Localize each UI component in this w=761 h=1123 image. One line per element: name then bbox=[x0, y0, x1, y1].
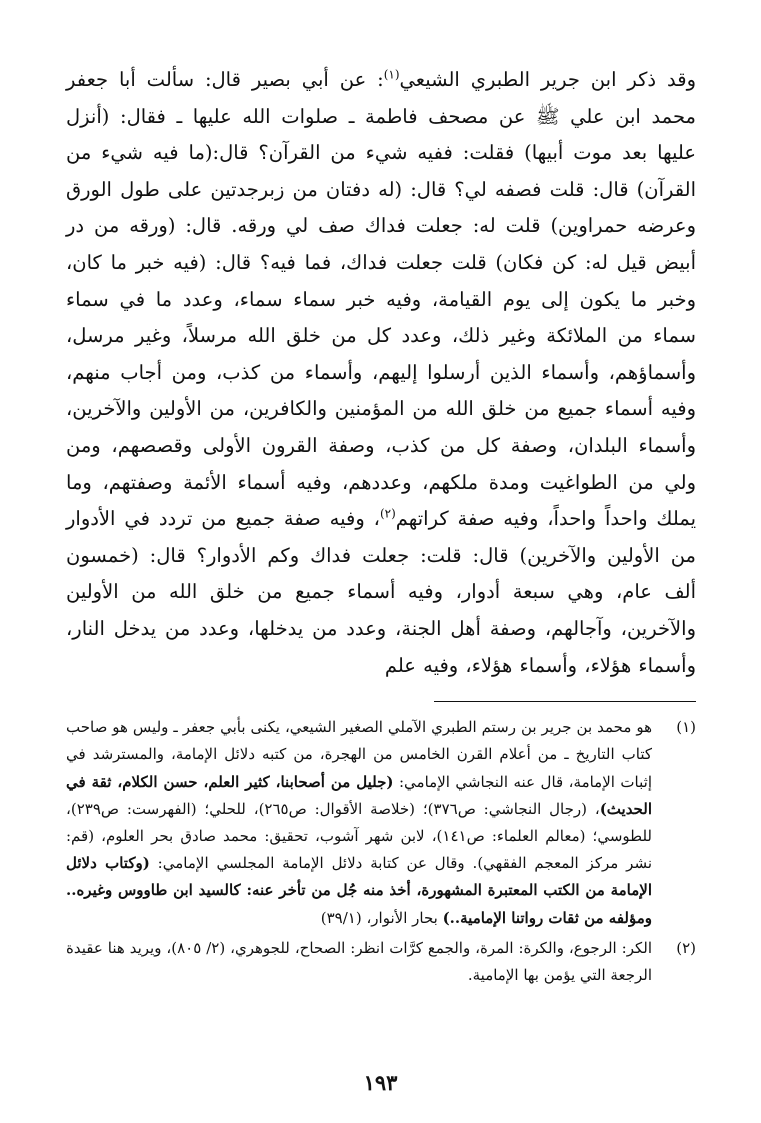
footnotes-section bbox=[66, 714, 696, 989]
footnote-ref-1: (١) bbox=[383, 67, 400, 82]
main-intro-text: وقد ذكر ابن جرير الطبري الشيعي bbox=[399, 68, 696, 91]
footnote-1-quote-majlisi: (وكتاب دلائل الإمامة من الكتب المعتبرة المشهورة، أخذ منه جُل من تأخر عنه: كالسيد ابن طاووس وغيره.. ومؤلفه من ثقات رواتنا الإمامية..) bbox=[66, 854, 652, 927]
main-text-part-a: : عن أبي بصير قال: سألت أبا جعفر محمد ابن علي ﷺ عن مصحف فاطمة ـ صلوات الله عليها ـ فقال: (أنزل عليها بعد موت أبيها) فقلت: ففيه شيء من القرآن؟ قال:(ما فيه شيء من القرآن) قال: قلت فصفه لي؟ قال: (له دفتان من زبرجدتين على طول الورق وعرضه حمراوين) قلت له: جعلت فداك صف لي ورقه. قال: (ورقه من در أبيض قيل له: كن فكان) قلت جعلت فداك، فما فيه؟ قال: (فيه خبر ما كان، وخبر ما يكون إلى يوم القيامة، وفيه خبر سماء سماء، وعدد ما في سماء سماء من الملائكة وغير ذلك، وعدد كل من خلق الله مرسلاً، وغير مرسل، وأسماؤهم، وأسماء الذين أرسلوا إليهم، وأسماء من كذب، ومن أجاب منهم، وفيه أسماء جميع من خلق الله من المؤمنين والكافرين، من الأولين والآخرين، وأسماء البلدان، وصفة كل من كذب، وصفة القرون الأولى وقصصهم، ومن ولي من الطواغيت ومدة ملكهم، وعددهم، وفيه أسماء الأئمة وصفتهم، وما يملك واحداً واحداً، وفيه صفة كراتهم bbox=[66, 68, 696, 531]
footnote-1-text-3: بحار الأنوار، (٣٩/١) bbox=[320, 908, 443, 927]
main-paragraph bbox=[66, 62, 696, 684]
footnote-1-quote-najashi: (جليل من أصحابنا، كثير العلم، حسن الكلام، ثقة في الحديث) bbox=[66, 772, 652, 818]
footnote-2-body: الكر: الرجوع، والكرة: المرة، والجمع كرَّات انظر: الصحاح، للجوهري، (٢/ ٨٠٥)، ويريد هنا عقيدة الرجعة التي يؤمن بها الإمامية. bbox=[66, 938, 653, 984]
footnote-separator-rule bbox=[434, 701, 696, 702]
footnote-1-number: (١) bbox=[676, 718, 696, 737]
footnote-2 bbox=[66, 935, 696, 989]
footnote-ref-2: (٢) bbox=[379, 506, 396, 521]
footnote-1-body bbox=[66, 714, 652, 932]
page-number: ١٩٣ bbox=[363, 1070, 398, 1095]
book-page bbox=[66, 62, 696, 992]
footnote-1-text-1: هو محمد بن جرير بن رستم الطبري الآملي الصغير الشيعي، يكنى بأبي جعفر ـ وليس هو صاحب كتاب التاريخ ـ من أعلام القرن الخامس من الهجرة، من كتبه دلائل الإمامة، والمسترشد في إثبات الإمامة، قال عنه النجاشي الإمامي: bbox=[66, 718, 652, 791]
main-text-part-b: ، وفيه صفة جميع من تردد في الأدوار من الأولين والآخرين) قال: قلت: جعلت فداك وكم الأدوار؟ قال: (خمسون ألف عام، وهي سبعة أدوار، وفيه أسماء جميع من خلق الله من الأولين والآخرين، وآجالهم، وصفة أهل الجنة، وعدد من يدخلها، وعدد من يدخل النار، وأسماء هؤلاء، وأسماء هؤلاء، وفيه علم bbox=[66, 507, 696, 677]
footnote-2-number: (٢) bbox=[676, 938, 696, 957]
footnote-1-text-2: ، (رجال النجاشي: ص٣٧٦)؛ (خلاصة الأقوال: ص٢٦٥)، للحلي؛ (الفهرست: ص٢٣٩)، للطوسي؛ (معالم العلماء: ص١٤١)، لابن شهر آشوب، تحقيق: محمد صادق بحر العلوم، (قم: نشر مركز المعجم الفقهي). وقال عن كتابة دلائل الإمامة المجلسي الإمامي: bbox=[66, 799, 652, 873]
footnote-1 bbox=[66, 714, 696, 932]
